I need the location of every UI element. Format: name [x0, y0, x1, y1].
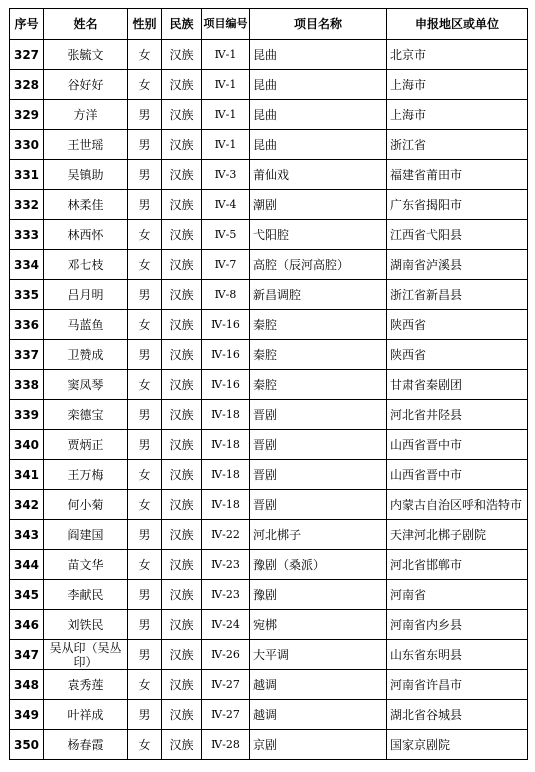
cell-ethnicity: 汉族	[162, 130, 202, 160]
cell-project-code: Ⅳ-28	[202, 730, 250, 760]
cell-name: 苗文华	[44, 550, 128, 580]
cell-project-name: 秦腔	[250, 370, 387, 400]
cell-ethnicity: 汉族	[162, 340, 202, 370]
cell-gender: 男	[128, 100, 162, 130]
cell-name: 马蓝鱼	[44, 310, 128, 340]
cell-project-code: Ⅳ-24	[202, 610, 250, 640]
cell-name: 张毓文	[44, 40, 128, 70]
header-serial: 序号	[10, 9, 44, 40]
cell-serial: 343	[10, 520, 44, 550]
cell-gender: 男	[128, 700, 162, 730]
table-row	[10, 160, 528, 190]
cell-region: 福建省莆田市	[387, 160, 528, 190]
table-row	[10, 340, 528, 370]
cell-project-code: Ⅳ-16	[202, 310, 250, 340]
cell-ethnicity: 汉族	[162, 310, 202, 340]
cell-name: 方洋	[44, 100, 128, 130]
cell-serial: 338	[10, 370, 44, 400]
cell-project-code: Ⅳ-16	[202, 340, 250, 370]
cell-region: 陕西省	[387, 340, 528, 370]
cell-project-name: 豫剧（桑派）	[250, 550, 387, 580]
cell-region: 河南省许昌市	[387, 670, 528, 700]
cell-project-name: 河北梆子	[250, 520, 387, 550]
cell-project-code: Ⅳ-3	[202, 160, 250, 190]
cell-region: 陕西省	[387, 310, 528, 340]
cell-project-name: 越调	[250, 700, 387, 730]
cell-name: 王万梅	[44, 460, 128, 490]
cell-project-name: 新昌调腔	[250, 280, 387, 310]
cell-name: 杨春霞	[44, 730, 128, 760]
cell-project-code: Ⅳ-7	[202, 250, 250, 280]
cell-project-name: 昆曲	[250, 130, 387, 160]
cell-serial: 336	[10, 310, 44, 340]
table-row	[10, 220, 528, 250]
cell-gender: 女	[128, 370, 162, 400]
cell-gender: 男	[128, 340, 162, 370]
header-project-name: 项目名称	[250, 9, 387, 40]
cell-ethnicity: 汉族	[162, 190, 202, 220]
cell-project-name: 豫剧	[250, 580, 387, 610]
cell-ethnicity: 汉族	[162, 670, 202, 700]
cell-ethnicity: 汉族	[162, 160, 202, 190]
cell-gender: 女	[128, 550, 162, 580]
header-row	[10, 9, 528, 40]
cell-gender: 女	[128, 490, 162, 520]
cell-name: 何小菊	[44, 490, 128, 520]
cell-project-code: Ⅳ-1	[202, 130, 250, 160]
table-row	[10, 490, 528, 520]
cell-project-name: 晋剧	[250, 460, 387, 490]
cell-project-name: 大平调	[250, 640, 387, 670]
cell-gender: 女	[128, 250, 162, 280]
cell-name: 阎建国	[44, 520, 128, 550]
cell-serial: 345	[10, 580, 44, 610]
cell-project-name: 晋剧	[250, 400, 387, 430]
cell-project-code: Ⅳ-1	[202, 100, 250, 130]
table-row	[10, 100, 528, 130]
cell-region: 湖北省谷城县	[387, 700, 528, 730]
header-project-code: 项目编号	[202, 9, 250, 40]
cell-ethnicity: 汉族	[162, 550, 202, 580]
cell-ethnicity: 汉族	[162, 580, 202, 610]
cell-region: 河南省内乡县	[387, 610, 528, 640]
cell-gender: 男	[128, 130, 162, 160]
cell-project-name: 越调	[250, 670, 387, 700]
cell-serial: 331	[10, 160, 44, 190]
inheritor-table	[9, 8, 528, 760]
table-row	[10, 40, 528, 70]
cell-project-name: 京剧	[250, 730, 387, 760]
cell-serial: 333	[10, 220, 44, 250]
cell-project-name: 弋阳腔	[250, 220, 387, 250]
cell-project-code: Ⅳ-4	[202, 190, 250, 220]
header-region: 申报地区或单位	[387, 9, 528, 40]
cell-ethnicity: 汉族	[162, 220, 202, 250]
cell-ethnicity: 汉族	[162, 430, 202, 460]
table-row	[10, 130, 528, 160]
cell-name: 林柔佳	[44, 190, 128, 220]
cell-ethnicity: 汉族	[162, 490, 202, 520]
cell-region: 河南省	[387, 580, 528, 610]
cell-region: 内蒙古自治区呼和浩特市	[387, 490, 528, 520]
table-row	[10, 550, 528, 580]
cell-project-code: Ⅳ-23	[202, 580, 250, 610]
table-row	[10, 520, 528, 550]
cell-ethnicity: 汉族	[162, 400, 202, 430]
cell-region: 国家京剧院	[387, 730, 528, 760]
cell-name: 栾德宝	[44, 400, 128, 430]
cell-gender: 女	[128, 220, 162, 250]
cell-name: 叶祥成	[44, 700, 128, 730]
cell-project-code: Ⅳ-18	[202, 430, 250, 460]
cell-name: 吴镇助	[44, 160, 128, 190]
cell-project-name: 昆曲	[250, 100, 387, 130]
cell-region: 河北省井陉县	[387, 400, 528, 430]
cell-gender: 男	[128, 640, 162, 670]
cell-serial: 344	[10, 550, 44, 580]
cell-ethnicity: 汉族	[162, 100, 202, 130]
cell-ethnicity: 汉族	[162, 640, 202, 670]
cell-name: 吕月明	[44, 280, 128, 310]
cell-region: 浙江省	[387, 130, 528, 160]
cell-name: 袁秀莲	[44, 670, 128, 700]
cell-region: 山东省东明县	[387, 640, 528, 670]
cell-project-code: Ⅳ-1	[202, 70, 250, 100]
cell-ethnicity: 汉族	[162, 460, 202, 490]
table-row	[10, 670, 528, 700]
cell-project-code: Ⅳ-18	[202, 490, 250, 520]
header-name: 姓名	[44, 9, 128, 40]
cell-gender: 男	[128, 280, 162, 310]
cell-serial: 349	[10, 700, 44, 730]
cell-name: 刘铁民	[44, 610, 128, 640]
cell-region: 甘肃省秦剧团	[387, 370, 528, 400]
cell-gender: 女	[128, 70, 162, 100]
table-row	[10, 190, 528, 220]
cell-ethnicity: 汉族	[162, 730, 202, 760]
cell-name: 吴从印（吴丛印）	[44, 640, 128, 670]
cell-gender: 女	[128, 670, 162, 700]
cell-serial: 346	[10, 610, 44, 640]
cell-serial: 330	[10, 130, 44, 160]
table-row	[10, 700, 528, 730]
cell-name: 贾炳正	[44, 430, 128, 460]
cell-region: 上海市	[387, 100, 528, 130]
cell-serial: 340	[10, 430, 44, 460]
cell-region: 上海市	[387, 70, 528, 100]
cell-project-name: 晋剧	[250, 430, 387, 460]
cell-gender: 男	[128, 610, 162, 640]
table-row	[10, 400, 528, 430]
table-row	[10, 370, 528, 400]
cell-gender: 男	[128, 580, 162, 610]
cell-project-name: 宛梆	[250, 610, 387, 640]
table-row	[10, 460, 528, 490]
cell-region: 广东省揭阳市	[387, 190, 528, 220]
cell-project-code: Ⅳ-27	[202, 700, 250, 730]
cell-region: 浙江省新昌县	[387, 280, 528, 310]
cell-serial: 341	[10, 460, 44, 490]
table-row	[10, 610, 528, 640]
cell-region: 北京市	[387, 40, 528, 70]
cell-region: 山西省晋中市	[387, 460, 528, 490]
table-row	[10, 310, 528, 340]
cell-name: 王世瑶	[44, 130, 128, 160]
cell-gender: 男	[128, 400, 162, 430]
cell-serial: 329	[10, 100, 44, 130]
cell-ethnicity: 汉族	[162, 520, 202, 550]
cell-gender: 男	[128, 190, 162, 220]
cell-region: 河北省邯郸市	[387, 550, 528, 580]
cell-serial: 328	[10, 70, 44, 100]
cell-project-name: 秦腔	[250, 310, 387, 340]
cell-name: 卫赞成	[44, 340, 128, 370]
cell-ethnicity: 汉族	[162, 40, 202, 70]
cell-serial: 335	[10, 280, 44, 310]
table-row	[10, 580, 528, 610]
cell-gender: 女	[128, 310, 162, 340]
cell-project-code: Ⅳ-18	[202, 460, 250, 490]
cell-project-code: Ⅳ-27	[202, 670, 250, 700]
cell-serial: 347	[10, 640, 44, 670]
table-row	[10, 730, 528, 760]
cell-region: 天津河北梆子剧院	[387, 520, 528, 550]
cell-serial: 342	[10, 490, 44, 520]
cell-gender: 女	[128, 40, 162, 70]
cell-region: 湖南省泸溪县	[387, 250, 528, 280]
cell-serial: 334	[10, 250, 44, 280]
cell-gender: 女	[128, 460, 162, 490]
cell-ethnicity: 汉族	[162, 610, 202, 640]
cell-project-code: Ⅳ-22	[202, 520, 250, 550]
cell-project-name: 莆仙戏	[250, 160, 387, 190]
cell-serial: 339	[10, 400, 44, 430]
cell-name: 窦凤琴	[44, 370, 128, 400]
cell-gender: 女	[128, 730, 162, 760]
cell-gender: 男	[128, 160, 162, 190]
cell-project-name: 高腔（辰河高腔）	[250, 250, 387, 280]
cell-project-name: 潮剧	[250, 190, 387, 220]
cell-ethnicity: 汉族	[162, 370, 202, 400]
table-row	[10, 70, 528, 100]
cell-serial: 350	[10, 730, 44, 760]
cell-name: 谷好好	[44, 70, 128, 100]
cell-region: 山西省晋中市	[387, 430, 528, 460]
cell-gender: 男	[128, 520, 162, 550]
cell-project-code: Ⅳ-23	[202, 550, 250, 580]
cell-project-code: Ⅳ-18	[202, 400, 250, 430]
cell-region: 江西省弋阳县	[387, 220, 528, 250]
table-row	[10, 280, 528, 310]
cell-name: 林西怀	[44, 220, 128, 250]
cell-serial: 327	[10, 40, 44, 70]
cell-project-name: 秦腔	[250, 340, 387, 370]
cell-serial: 348	[10, 670, 44, 700]
header-gender: 性别	[128, 9, 162, 40]
cell-project-code: Ⅳ-8	[202, 280, 250, 310]
cell-gender: 男	[128, 430, 162, 460]
cell-ethnicity: 汉族	[162, 250, 202, 280]
header-ethnicity: 民族	[162, 9, 202, 40]
cell-name: 邓七枝	[44, 250, 128, 280]
cell-serial: 337	[10, 340, 44, 370]
cell-name: 李献民	[44, 580, 128, 610]
cell-project-name: 昆曲	[250, 70, 387, 100]
table-row	[10, 640, 528, 670]
cell-project-name: 晋剧	[250, 490, 387, 520]
table-row	[10, 250, 528, 280]
cell-ethnicity: 汉族	[162, 700, 202, 730]
table-body	[10, 40, 528, 760]
cell-project-code: Ⅳ-16	[202, 370, 250, 400]
cell-ethnicity: 汉族	[162, 280, 202, 310]
cell-project-name: 昆曲	[250, 40, 387, 70]
cell-project-code: Ⅳ-5	[202, 220, 250, 250]
cell-serial: 332	[10, 190, 44, 220]
cell-ethnicity: 汉族	[162, 70, 202, 100]
table-row	[10, 430, 528, 460]
cell-project-code: Ⅳ-1	[202, 40, 250, 70]
cell-project-code: Ⅳ-26	[202, 640, 250, 670]
